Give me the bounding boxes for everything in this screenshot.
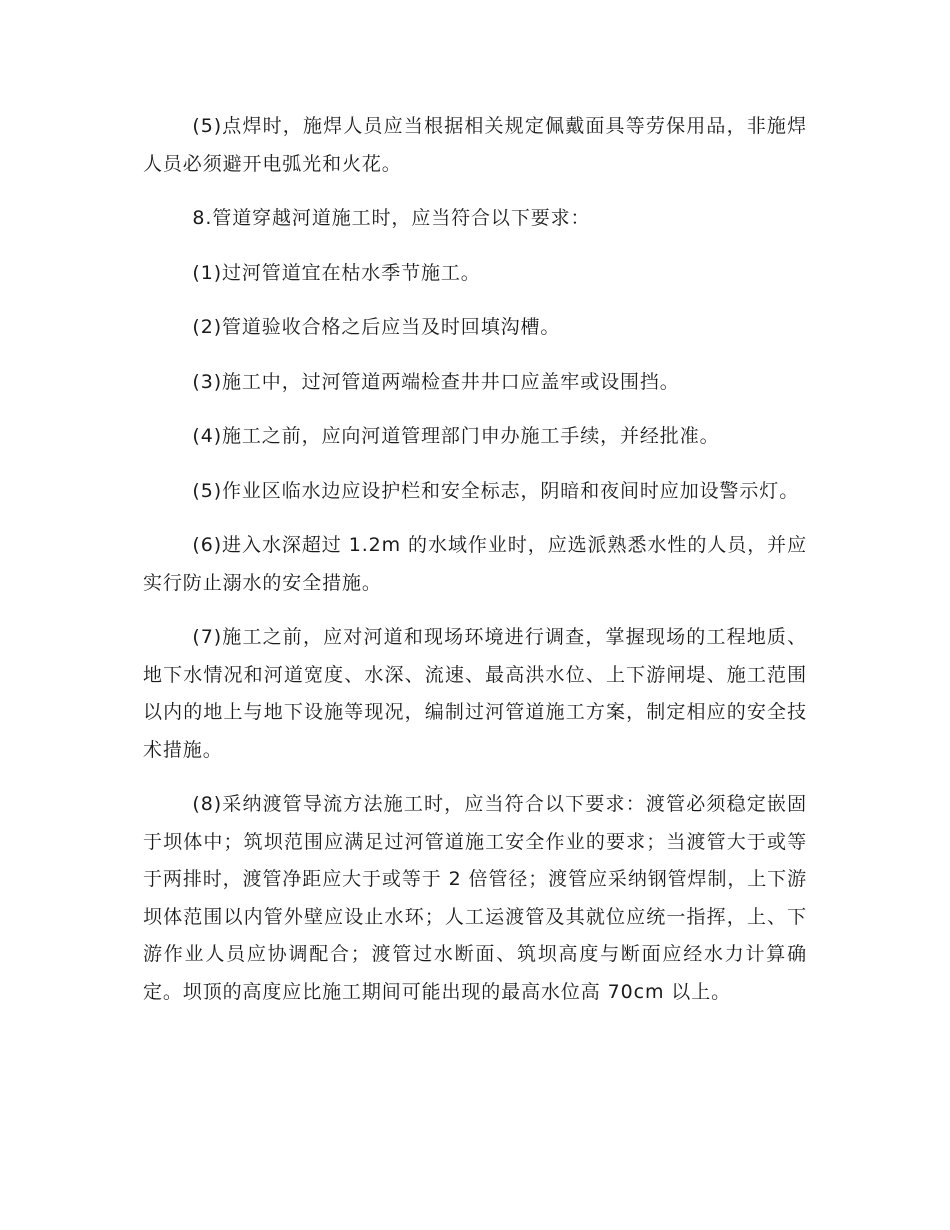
paragraph-item-7: (7)施工之前，应对河道和现场环境进行调查，掌握现场的工程地质、地下水情况和河道宽度、水深、流速、最高洪水位、上下游闸堤、施工范围以内的地上与地下设施等现况，编制过河管道施工方案，制定相应的安全技术措施。: [143, 626, 807, 761]
paragraph-item-8: (8)采纳渡管导流方法施工时，应当符合以下要求：渡管必须稳定嵌固于坝体中；筑坝范围应满足过河管道施工安全作业的要求；当渡管大于或等于两排时，渡管净距应大于或等于 2 倍管径；渡管应采纳钢管焊制，上下游坝体范围以内管外壁应设止水环；人工运渡管及其就位应统一指挥，上、下游作业人员应协调配合；渡管过水断面、筑坝高度与断面应经水力计算确定。坝顶的高度应比施工期间可能出现的最高水位高 70cm 以上。: [143, 793, 807, 1003]
paragraph-item-4: (4)施工之前，应向河道管理部门申办施工手续，并经批准。: [192, 425, 720, 447]
paragraph-item-2: (2)管道验收合格之后应当及时回填沟槽。: [192, 316, 561, 338]
paragraph-item-3: (3)施工中，过河管道两端检查井井口应盖牢或设围挡。: [192, 370, 680, 393]
document-body: [143, 108, 807, 1011]
paragraph-section-8-heading: 8.管道穿越河道施工时，应当符合以下要求：: [192, 207, 591, 229]
paragraph-item-6: (6)进入水深超过 1.2m 的水域作业时，应选派熟悉水性的人员，并应实行防止溺水的安全措施。: [143, 534, 807, 594]
paragraph-item-5-welding: (5)点焊时，施焊人员应当根据相关规定佩戴面具等劳保用品，非施焊人员必须避开电弧光和火花。: [143, 115, 807, 175]
paragraph-item-5: (5)作业区临水边应设护栏和安全标志，阴暗和夜间时应加设警示灯。: [192, 479, 800, 502]
paragraph-item-1: (1)过河管道宜在枯水季节施工。: [192, 261, 481, 284]
